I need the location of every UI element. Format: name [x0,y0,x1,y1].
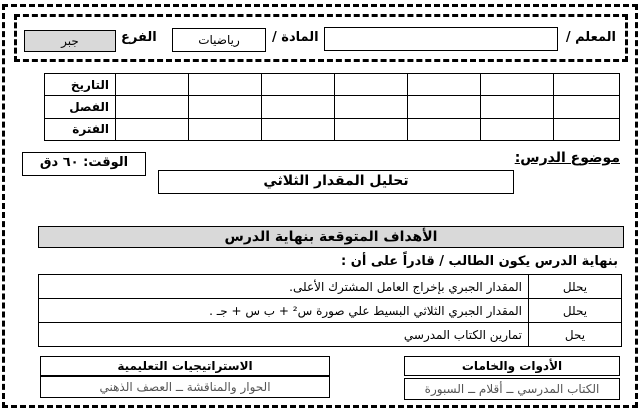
schedule-cell[interactable] [116,118,189,140]
teacher-label: المعلم / [565,30,616,45]
tools-title: الأدوات والخامات [404,356,620,376]
schedule-cell[interactable] [116,96,189,118]
schedule-cell[interactable] [262,74,335,96]
schedule-cell[interactable] [116,74,189,96]
objectives-intro: بنهاية الدرس يكون الطالب / قادراً على أن : [341,254,618,269]
tools-text: الكتاب المدرسي ــ أقلام ــ السبورة [404,378,620,400]
teacher-field[interactable] [324,27,558,51]
schedule-cell[interactable] [481,96,554,118]
schedule-cell[interactable] [408,74,481,96]
schedule-cell[interactable] [481,74,554,96]
subject-label: المادة / [272,30,319,45]
schedule-table [44,73,620,141]
objectives-table [38,274,622,347]
schedule-label-class: الفصل [45,96,116,118]
schedule-cell[interactable] [335,118,408,140]
schedule-cell[interactable] [335,96,408,118]
objective-verb: يحل [529,323,622,347]
schedule-cell[interactable] [262,96,335,118]
topic-field[interactable]: تحليل المقدار الثلاثي [158,170,514,194]
subject-field[interactable]: رياضيات [172,28,266,52]
schedule-cell[interactable] [554,74,620,96]
objective-verb: يحلل [529,299,622,323]
objective-text: المقدار الجبري الثلاثي البسيط علي صورة س² + ب س + جـ . [39,299,529,323]
schedule-cell[interactable] [335,74,408,96]
schedule-cell[interactable] [189,74,262,96]
schedule-cell[interactable] [554,118,620,140]
objectives-title: الأهداف المتوقعة بنهاية الدرس [38,226,624,248]
schedule-cell[interactable] [408,96,481,118]
schedule-label-period: الفترة [45,118,116,140]
schedule-cell[interactable] [189,96,262,118]
objective-text: المقدار الجبري بإخراج العامل المشترك الأعلى. [39,275,529,299]
branch-field[interactable]: جبر [24,30,116,52]
strategies-text: الحوار والمناقشة ــ العصف الذهني [40,376,330,398]
schedule-cell[interactable] [481,118,554,140]
strategies-title: الاستراتيجيات التعليمية [40,356,330,376]
schedule-cell[interactable] [408,118,481,140]
time-field: الوقت: ٦٠ دق [22,152,146,176]
branch-label: الفرع [121,30,157,45]
objective-verb: يحلل [529,275,622,299]
page-border [2,4,638,408]
schedule-cell[interactable] [189,118,262,140]
schedule-cell[interactable] [554,96,620,118]
schedule-cell[interactable] [262,118,335,140]
topic-label: موضوع الدرس: [514,150,620,166]
objective-text: تمارين الكتاب المدرسي [39,323,529,347]
schedule-label-date: التاريخ [45,74,116,96]
